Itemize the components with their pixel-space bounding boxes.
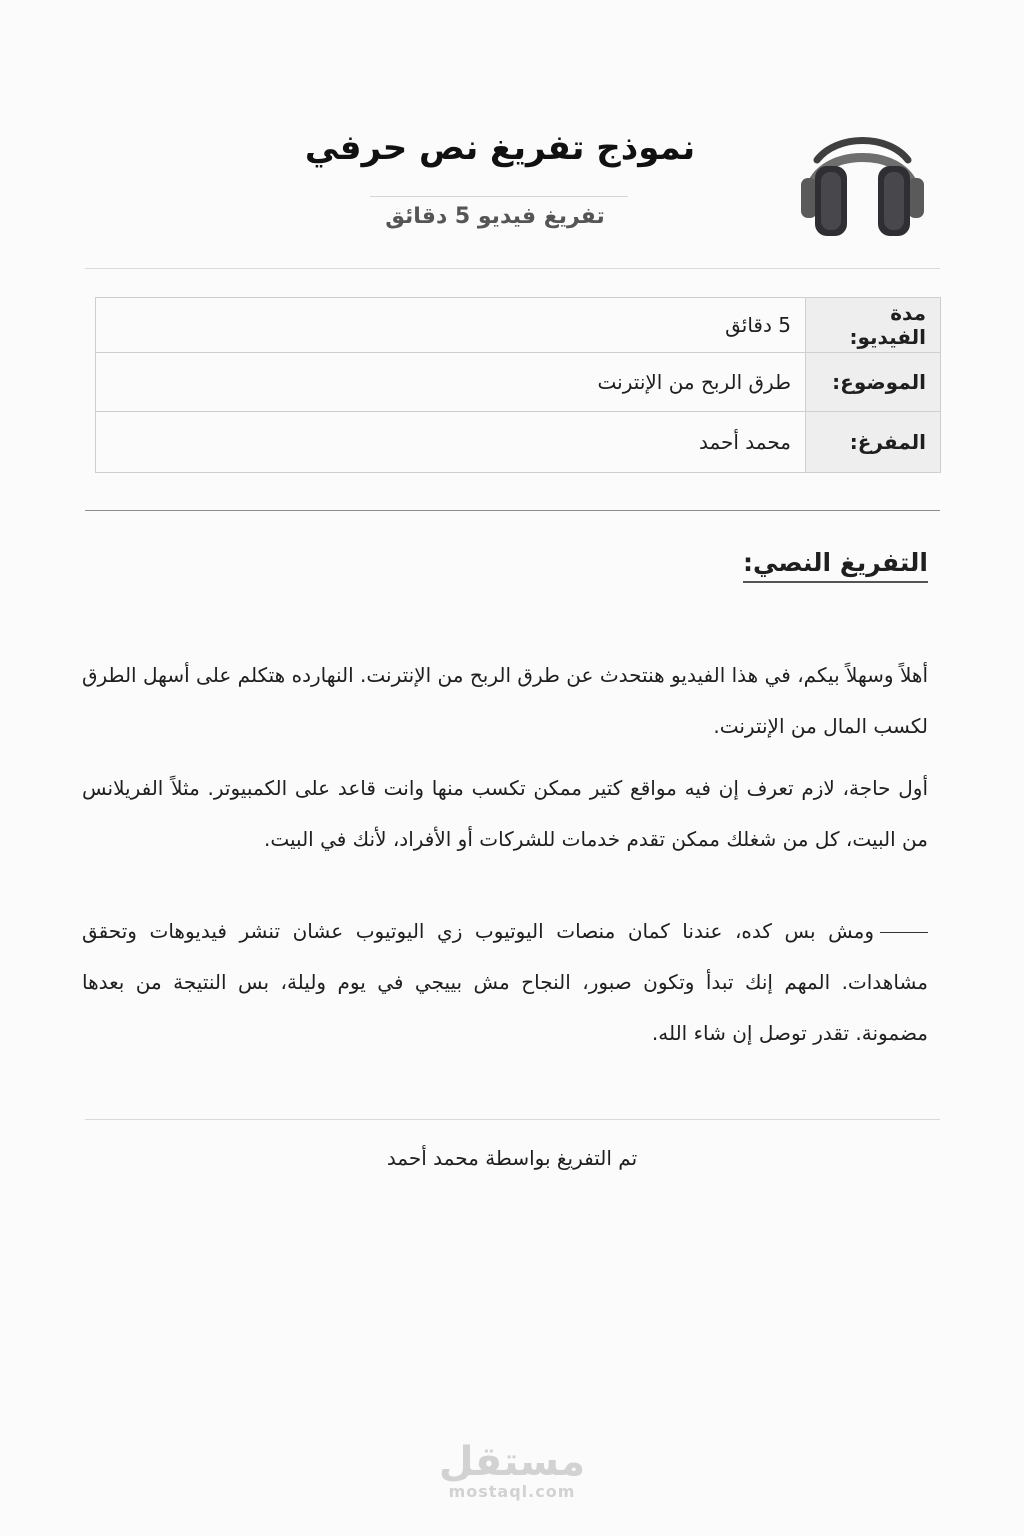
dash-mark bbox=[880, 932, 928, 933]
transcript-heading: التفريغ النصي: bbox=[743, 548, 928, 583]
table-divider bbox=[85, 510, 940, 511]
table-row bbox=[96, 412, 941, 473]
transcript-paragraph-block bbox=[82, 906, 928, 1059]
watermark-logo: مستقل bbox=[438, 1439, 586, 1485]
transcriber-label: المفرغ: bbox=[806, 412, 941, 473]
duration-value: 5 دقائق bbox=[96, 298, 806, 353]
topic-value: طرق الربح من الإنترنت bbox=[96, 353, 806, 412]
footer-credit: تم التفريغ بواسطة محمد أحمد bbox=[386, 1146, 638, 1170]
duration-label: مدة الفيديو: bbox=[806, 298, 941, 353]
transcript-paragraph: أول حاجة، لازم تعرف إن فيه مواقع كتير ممكن تكسب منها وانت قاعد على الكمبيوتر. مثلاً الفريلانس من البيت، كل من شغلك ممكن تقدم خدمات للشركات أو الأفراد، لأنك في البيت. bbox=[82, 776, 928, 851]
watermark bbox=[412, 1440, 612, 1501]
title-underline bbox=[370, 196, 628, 197]
header-divider bbox=[85, 268, 940, 269]
transcript-paragraph: أهلاً وسهلاً بيكم، في هذا الفيديو هنتحدث عن طرق الربح من الإنترنت. النهارده هتكلم على أسهل الطرق لكسب المال من الإنترنت. bbox=[82, 663, 928, 738]
watermark-url: mostaql.com bbox=[448, 1482, 576, 1501]
table-row bbox=[96, 298, 941, 353]
video-info-table bbox=[95, 297, 941, 473]
headphones-icon bbox=[795, 120, 930, 245]
page-title: نموذج تفريغ نص حرفي bbox=[304, 128, 696, 168]
page-subtitle: تفريغ فيديو 5 دقائق bbox=[385, 204, 605, 229]
transcriber-value: محمد أحمد bbox=[96, 412, 806, 473]
topic-label: الموضوع: bbox=[806, 353, 941, 412]
table-row bbox=[96, 353, 941, 412]
transcript-paragraph: ومش بس كده، عندنا كمان منصات اليوتيوب زي اليوتيوب عشان تنشر فيديوهات وتحقق مشاهدات. المهم إنك تبدأ وتكون صبور، النجاح مش بييجي في يوم وليلة، بس النتيجة من بعدها مضمونة. تقدر توصل إن شاء الله. bbox=[82, 919, 928, 1045]
footer-divider bbox=[85, 1119, 940, 1120]
